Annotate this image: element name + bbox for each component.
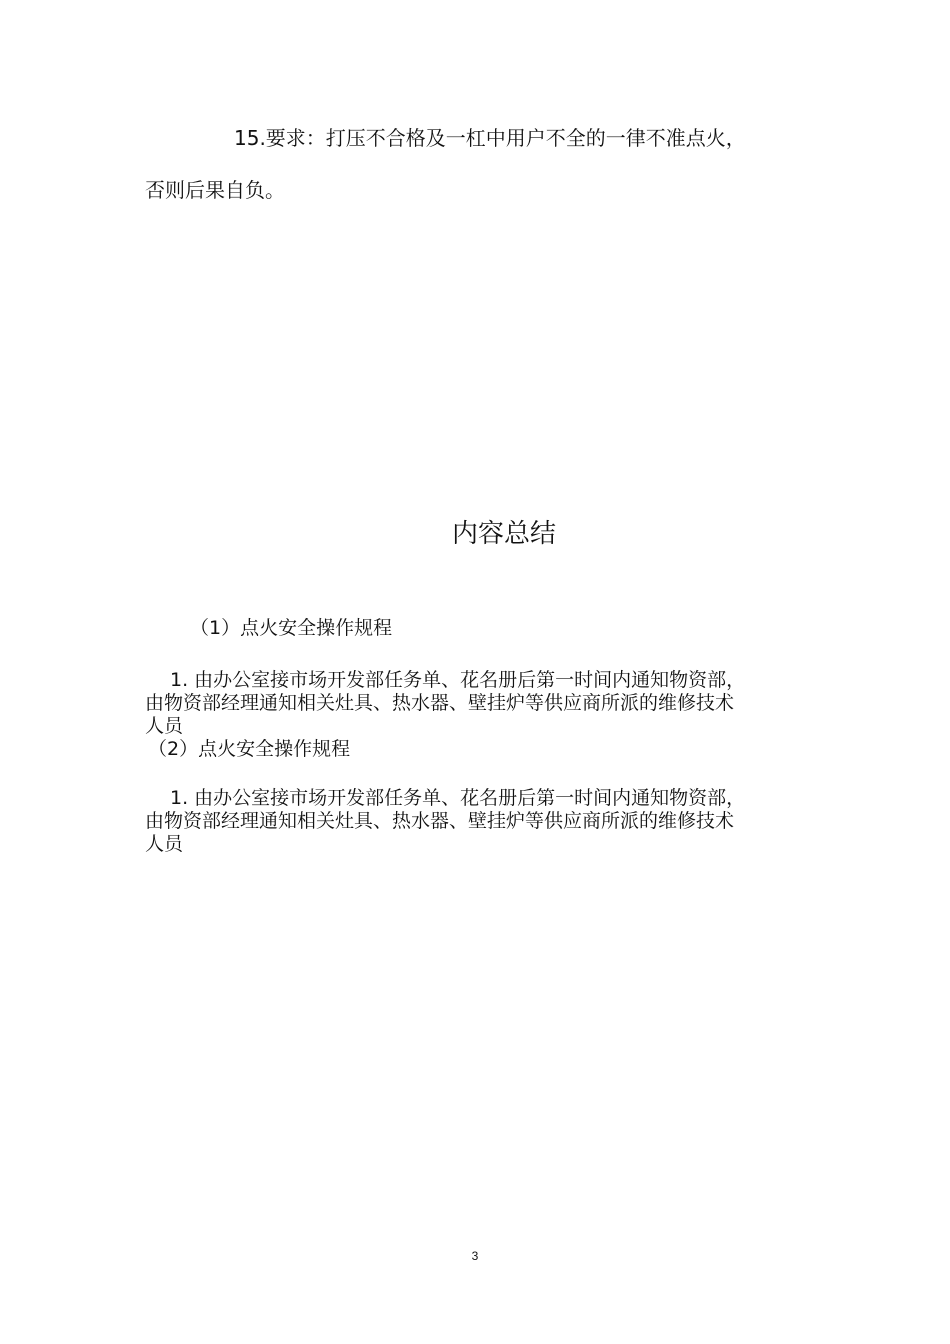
section-2-paragraph-line: 1. 由办公室接市场开发部任务单、花名册后第一时间内通知物资部， [170, 787, 746, 809]
section-2-paragraph-line: 人员 [145, 833, 184, 855]
summary-title: 内容总结 [451, 519, 556, 549]
item-15-line-1: 15.要求：打压不合格及一杠中用户不全的一律不准点火， [234, 126, 746, 150]
page-number: 3 [471, 1249, 479, 1263]
section-1-heading: （1）点火安全操作规程 [190, 617, 393, 639]
section-1-paragraph-line: 1. 由办公室接市场开发部任务单、花名册后第一时间内通知物资部， [170, 669, 746, 691]
section-2-paragraph-line: 由物资部经理通知相关灶具、热水器、壁挂炉等供应商所派的维修技术 [145, 810, 735, 832]
section-2-heading: （2）点火安全操作规程 [148, 738, 351, 760]
section-1-paragraph-line: 由物资部经理通知相关灶具、热水器、壁挂炉等供应商所派的维修技术 [145, 692, 735, 714]
section-1-paragraph-line: 人员 [145, 715, 184, 737]
item-15-line-2: 否则后果自负。 [145, 178, 285, 202]
